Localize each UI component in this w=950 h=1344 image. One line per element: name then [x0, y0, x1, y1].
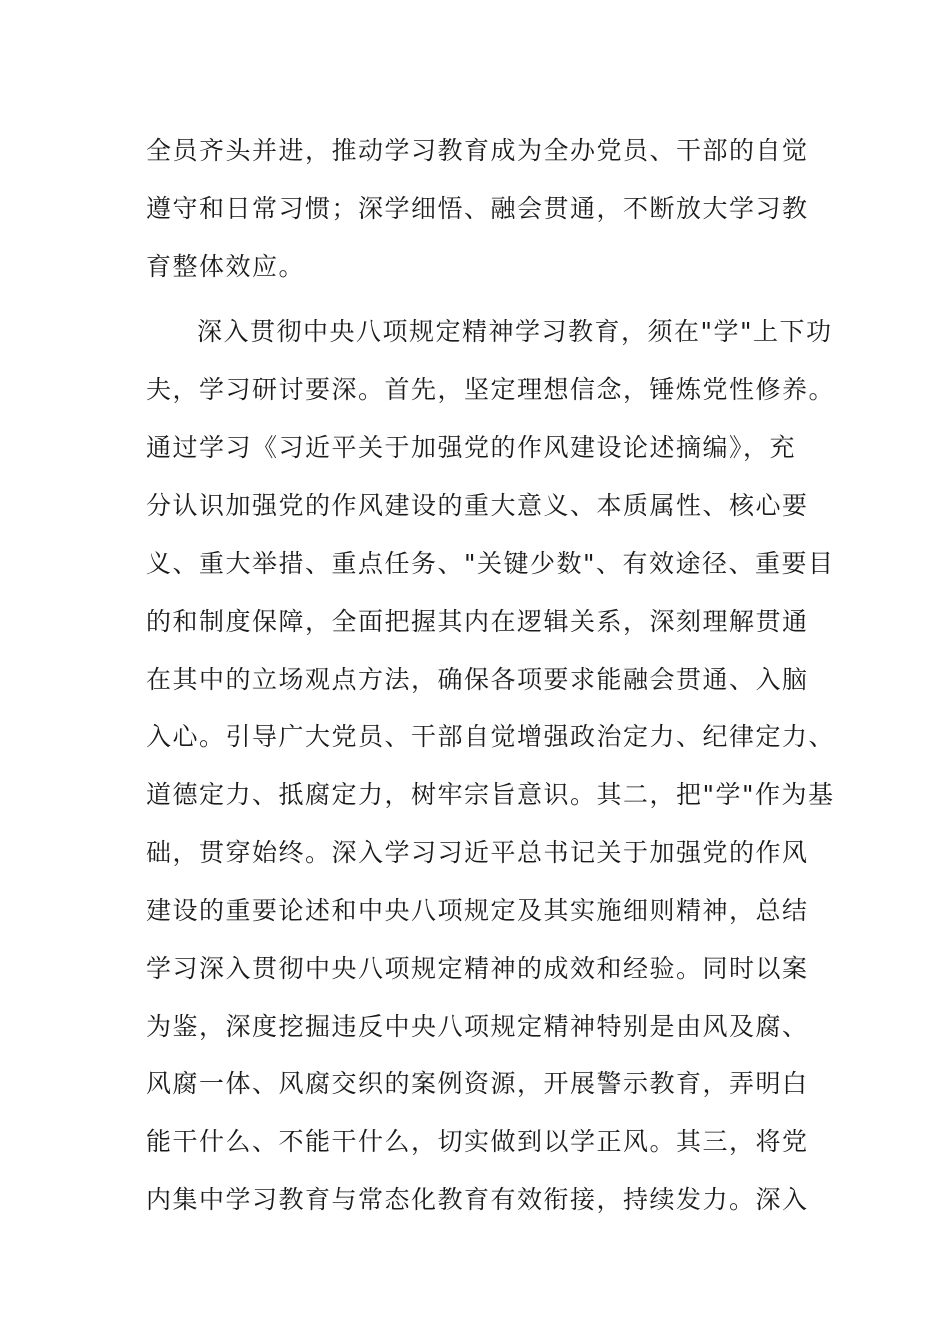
text-line: 建设的重要论述和中央八项规定及其实施细则精神，总结	[146, 896, 809, 925]
text-line: 的和制度保障，全面把握其内在逻辑关系，深刻理解贯通	[146, 607, 809, 636]
text-line: 为鉴，深度挖掘违反中央八项规定精神特别是由风及腐、	[146, 1012, 809, 1041]
text-line: 夫，学习研讨要深。首先，坚定理想信念，锤炼党性修养。	[146, 375, 836, 404]
text-line: 全员齐头并进，推动学习教育成为全办党员、干部的自觉	[146, 136, 809, 165]
text-line: 育整体效应。	[146, 252, 306, 281]
text-line: 能干什么、不能干什么，切实做到以学正风。其三，将党	[146, 1127, 809, 1156]
text-line: 遵守和日常习惯；深学细悟、融会贯通，不断放大学习教	[146, 194, 809, 223]
text-line: 学习深入贯彻中央八项规定精神的成效和经验。同时以案	[146, 954, 809, 983]
text-line: 础，贯穿始终。深入学习习近平总书记关于加强党的作风	[146, 838, 809, 867]
text-line: 入心。引导广大党员、干部自觉增强政治定力、纪律定力、	[146, 722, 836, 751]
text-line: 道德定力、抵腐定力，树牢宗旨意识。其二，把"学"作为基	[146, 780, 835, 809]
text-line: 风腐一体、风腐交织的案例资源，开展警示教育，弄明白	[146, 1069, 809, 1098]
text-line: 内集中学习教育与常态化教育有效衔接，持续发力。深入	[146, 1185, 809, 1214]
paragraph-first-line: 深入贯彻中央八项规定精神学习教育，须在"学"上下功	[197, 317, 833, 346]
text-line: 义、重大举措、重点任务、"关键少数"、有效途径、重要目	[146, 549, 835, 578]
text-line: 通过学习《习近平关于加强党的作风建设论述摘编》，充	[146, 433, 797, 462]
text-line: 在其中的立场观点方法，确保各项要求能融会贯通、入脑	[146, 665, 809, 694]
text-line: 分认识加强党的作风建设的重大意义、本质属性、核心要	[146, 491, 809, 520]
